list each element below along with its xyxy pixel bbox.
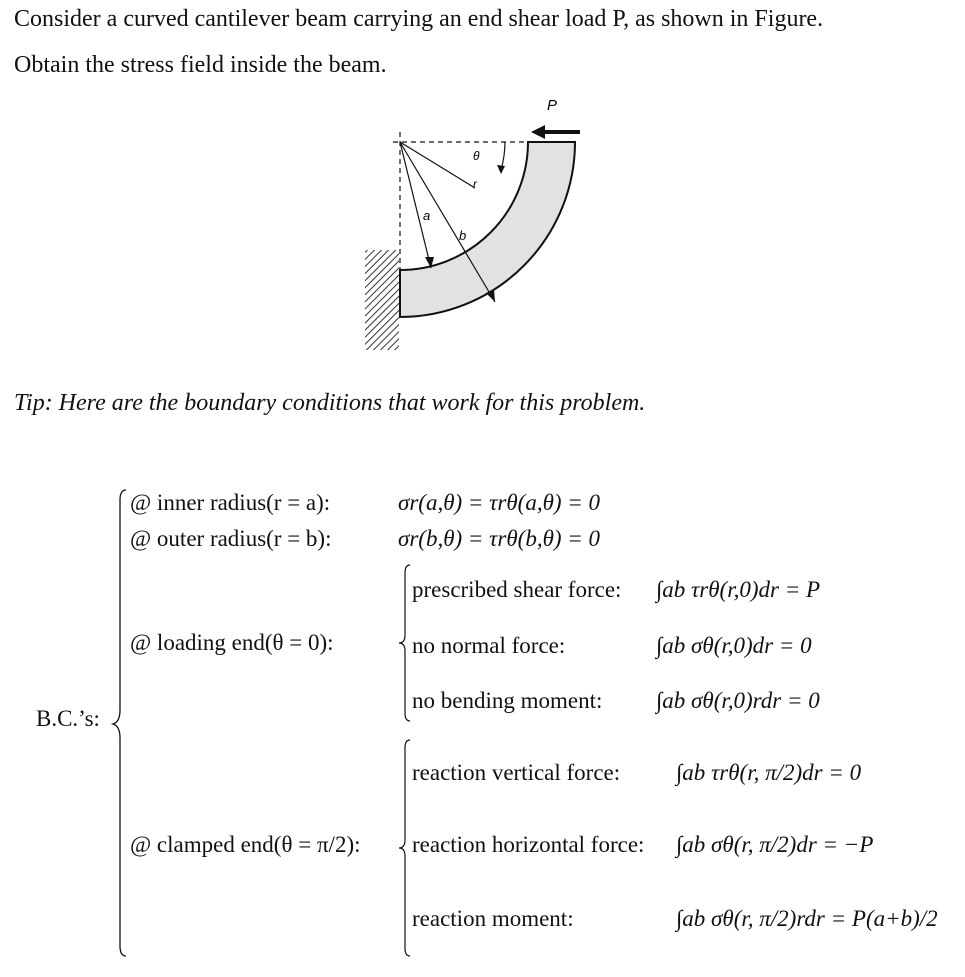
theta-label: θ (473, 149, 480, 163)
loading-end-label: @ loading end(θ = 0): (130, 630, 334, 655)
loading-shear-eq: ∫ab τrθ(r,0)dr = P (656, 577, 821, 602)
loading-brace (397, 563, 413, 723)
inner-radius-eq: σr(a,θ) = τrθ(a,θ) = 0 (398, 490, 601, 515)
bc-label: B.C.’s: (36, 706, 100, 731)
loading-normal-name: no normal force: (412, 633, 566, 658)
problem-line-2: Obtain the stress field inside the beam. (14, 52, 387, 78)
problem-line-1: Consider a curved cantilever beam carrying an end shear load P, as shown in Figure. (14, 6, 824, 32)
loading-moment-eq: ∫ab σθ(r,0)rdr = 0 (656, 688, 820, 713)
outer-brace (110, 488, 130, 958)
inner-radius-label: @ inner radius(r = a): (130, 490, 331, 515)
clamped-vertical-name: reaction vertical force: (412, 760, 621, 785)
load-label: P (547, 97, 558, 114)
curved-beam-figure (355, 92, 615, 362)
wall-hatch (365, 250, 399, 350)
clamped-horizontal-eq: ∫ab σθ(r, π/2)dr = −P (676, 832, 874, 857)
clamped-end-label: @ clamped end(θ = π/2): (130, 832, 361, 857)
clamped-moment-name: reaction moment: (412, 906, 574, 931)
a-label: a (423, 208, 431, 223)
b-label: b (459, 228, 467, 243)
clamped-vertical-eq: ∫ab τrθ(r, π/2)dr = 0 (676, 760, 862, 785)
clamped-horizontal-name: reaction horizontal force: (412, 832, 645, 857)
loading-moment-name: no bending moment: (412, 688, 603, 713)
r-label: r (473, 177, 477, 191)
outer-radius-label: @ outer radius(r = b): (130, 526, 332, 551)
clamped-brace (397, 738, 413, 958)
clamped-moment-eq: ∫ab σθ(r, π/2)rdr = P(a+b)/2 (676, 906, 938, 931)
loading-shear-name: prescribed shear force: (412, 577, 622, 602)
outer-radius-eq: σr(b,θ) = τrθ(b,θ) = 0 (398, 526, 601, 551)
tip-text: Tip: Here are the boundary conditions that work for this problem. (14, 390, 646, 416)
beam-body (400, 142, 575, 317)
loading-normal-eq: ∫ab σθ(r,0)dr = 0 (656, 633, 812, 658)
